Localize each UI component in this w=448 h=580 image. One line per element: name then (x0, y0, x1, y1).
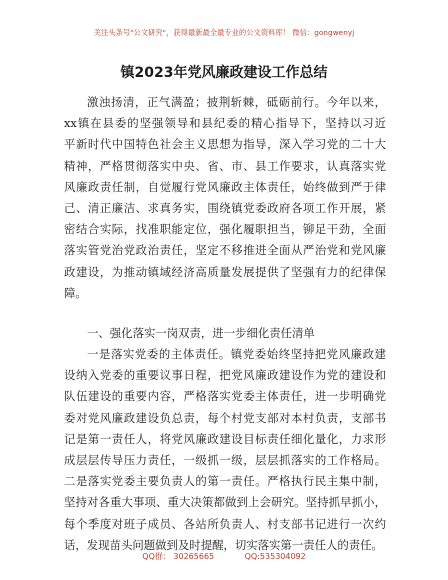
section-body-paragraph (64, 344, 386, 556)
intro-paragraph (64, 92, 386, 304)
paragraph-line: 坚持对各重大事项、重大决策都做到上会研究。坚持抓早抓小， (64, 495, 386, 510)
paragraph-line: 成层层传导压力责任，一级抓一级，层层抓落实的工作格局。 (64, 452, 386, 467)
paragraph-line: 一是落实党委的主体责任。镇党委始终坚持把党风廉政建 (87, 347, 386, 361)
paragraph-line: 障。 (64, 285, 87, 300)
footer-contact-note: QQ群： 30265665 QQ:535304092 (142, 552, 306, 561)
paragraph-line: 二是落实党委主要负责人的第一责任。严格执行民主集中制， (64, 474, 386, 489)
paragraph-line: 队伍建设的重要内容，严格落实党委主体责任，进一步明确党 (64, 389, 386, 404)
paragraph-line: 激浊扬清，正气满盈；披荆斩棘，砥砺前行。今年以来， (87, 95, 386, 109)
paragraph-line: 委对党风廉政建设负总责，每个村党支部对本村负责，支部书 (64, 410, 386, 425)
section-heading: 一、强化落实一岗双责，进一步细化责任清单 (87, 326, 315, 340)
paragraph-line: 落实管党治党政治责任，坚定不移推进全面从严治党和党风廉 (64, 243, 386, 258)
document-title: 镇2023年党风廉政建设工作总结 (120, 65, 328, 81)
paragraph-line: 设纳入党委的重要议事日程，把党风廉政建设作为党的建设和 (64, 368, 386, 383)
paragraph-line: 精神，严格贯彻落实中央、省、市、县工作要求，认真落实党 (64, 158, 386, 173)
paragraph-line: 每个季度对班子成员、各站所负责人、村支部书记进行一次约 (64, 516, 386, 531)
paragraph-line: 己、清正廉洁、求真务实，围绕镇党委政府各项工作开展，紧 (64, 200, 386, 215)
paragraph-line: 平新时代中国特色社会主义思想为指导，深入学习党的二十大 (64, 137, 386, 152)
paragraph-line: 风廉政责任制，自觉履行党风廉政主体责任，始终做到严于律 (64, 179, 386, 194)
paragraph-line: 密结合实际，找准职能定位，强化履职担当，铆足干劲，全面 (64, 222, 386, 237)
section-heading-block (64, 323, 386, 344)
paragraph-line: 话，发现苗头问题做到及时提醒，切实落实第一责任人的责任。 (64, 537, 383, 552)
paragraph-line: 政建设，为推动镇域经济高质量发展提供了坚强有力的纪律保 (64, 264, 386, 279)
paragraph-line: 记是第一责任人，将党风廉政建设目标责任细化量化，力求形 (64, 431, 386, 446)
paragraph-line: xx镇在县委的坚强领导和县纪委的精心指导下，坚持以习近 (64, 116, 386, 131)
header-promo-note: 关注头条号"公文研究"，获得最新最全最专业的公文资料库！ 微信：gongwenyj (93, 28, 355, 37)
